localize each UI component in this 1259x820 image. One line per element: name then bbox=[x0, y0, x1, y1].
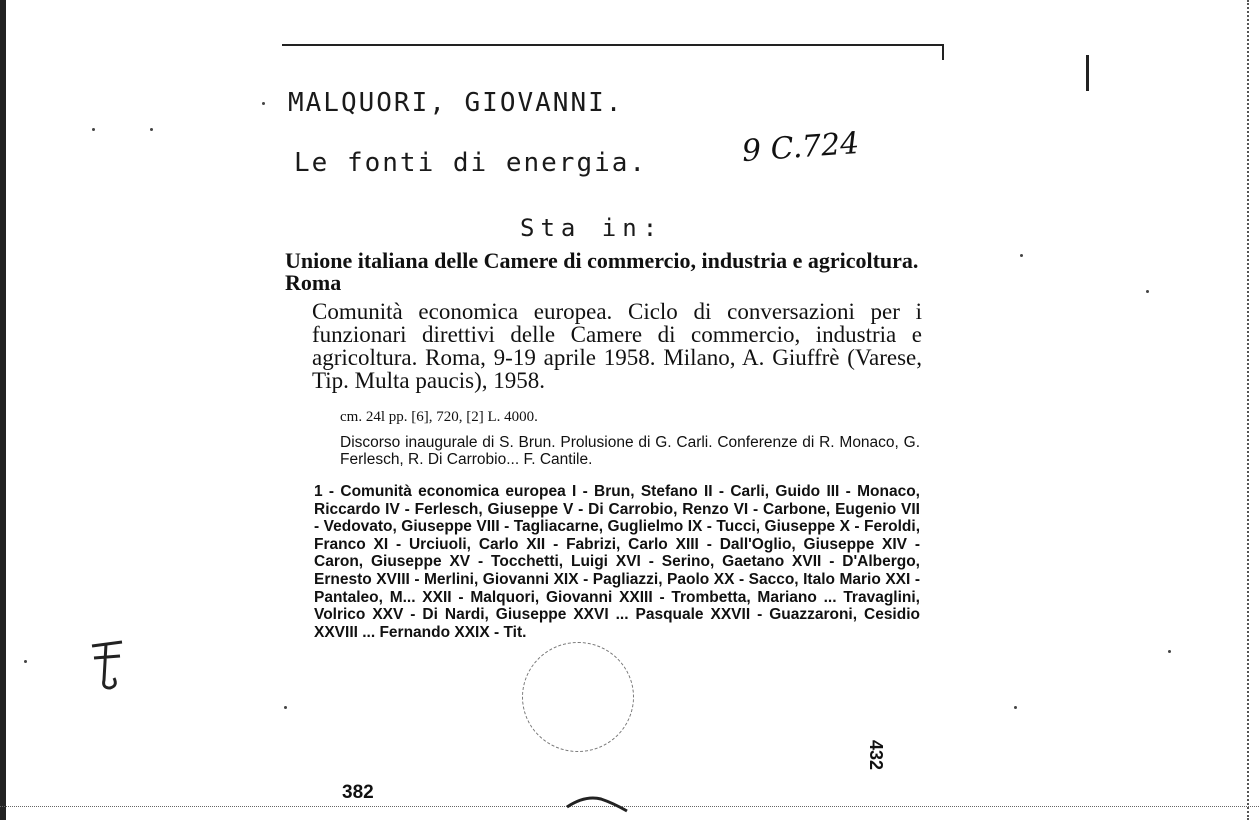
speck bbox=[1146, 290, 1149, 293]
card-right-edge bbox=[1247, 0, 1259, 820]
speck bbox=[150, 128, 153, 131]
subject-entries: 1 - Comunità economica europea I - Brun, Stefano II - Carli, Guido III - Monaco, Riccardo IV - Ferlesch, Giuseppe V - Di Carrobio, Renzo VI - Carbone, Eugenio VII - Vedovato, Giuseppe VIII - Tagliacarne, Guglielmo IX - Tucci, Giuseppe X - Feroldi, Franco XI - Urciuoli, Carlo XII - Fabrizi, Carlo XIII - Dall'Oglio, Giuseppe XIV - Caron, Giuseppe XV - Tocchetti, Luigi XVI - Serino, Gaetano XVII - D'Albergo, Ernesto XVIII - Merlini, Giovanni XIX - Pagliazzi, Paolo XX - Sacco, Italo Mario XXI - Pantaleo, M... XXII - Malquori, Giovanni XXIII - Trombetta, Mariano ... Travaglini, Volrico XXV - Di Nardi, Giuseppe XXVI ... Pasquale XXVII - Guazzaroni, Cesidio XXVIII ... Fernando XXIX - Tit. bbox=[314, 483, 920, 641]
card-left-edge bbox=[0, 0, 6, 820]
physical-description: cm. 24l pp. [6], 720, [2] L. 4000. bbox=[340, 409, 538, 425]
side-number: 432 bbox=[866, 740, 886, 771]
work-title: Le fonti di energia. bbox=[294, 148, 648, 178]
speck bbox=[284, 706, 287, 709]
top-rule-line bbox=[282, 44, 944, 46]
speck bbox=[1168, 650, 1171, 653]
pen-stroke-icon bbox=[565, 793, 631, 813]
speck bbox=[1020, 254, 1023, 257]
speck bbox=[24, 660, 27, 663]
bibliographic-description: Comunità economica europea. Ciclo di conversazioni per i funzionari direttivi delle Camere di commercio, industria e agricoltura. Roma, 9-19 aprile 1958. Milano, A. Giuffrè (Varese, Tip. Multa paucis), 1958. bbox=[312, 299, 922, 393]
author-name: MALQUORI, GIOVANNI. bbox=[288, 88, 624, 118]
speck bbox=[262, 102, 265, 105]
speck bbox=[1014, 706, 1017, 709]
page-number: 382 bbox=[342, 782, 374, 803]
right-margin-mark bbox=[1086, 55, 1089, 91]
top-rule-tick bbox=[942, 44, 944, 60]
in-label: Sta in: bbox=[520, 214, 664, 242]
handwritten-shelfmark: 9 C.724 bbox=[740, 125, 861, 170]
speck bbox=[92, 128, 95, 131]
publisher-heading: Unione italiana delle Camere di commercio, industria e agricoltura. Roma bbox=[285, 248, 919, 295]
contents-note: Discorso inaugurale di S. Brun. Prolusione di G. Carli. Conferenze di R. Monaco, G. Ferlesch, R. Di Carrobio... F. Cantile. bbox=[340, 434, 920, 468]
margin-f-mark-icon bbox=[88, 636, 128, 692]
punched-hole-stamp bbox=[522, 642, 634, 752]
